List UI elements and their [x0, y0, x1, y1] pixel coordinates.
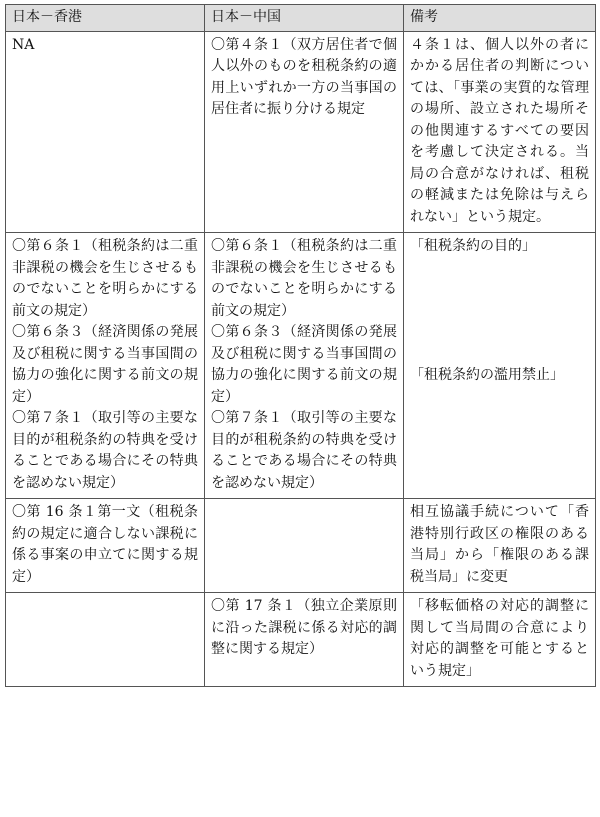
header-remarks: 備考	[404, 5, 596, 32]
comparison-table	[5, 4, 596, 687]
remark-text: 「租税条約の濫用禁止」	[410, 366, 564, 383]
table-row	[6, 31, 596, 233]
remark-text: 「移転価格の対応的調整に関して当局間の合意により対応的調整を可能とするという規定」	[410, 598, 589, 679]
remark-text: ４条１は、個人以外の者にかかる居住者の判断については、「事業の実質的な管理の場所、設立された場所その他関連するすべての要因を考慮して決定される。当局の合意がなければ、租税の軽減または免除は与えられない」という規定。	[410, 36, 589, 225]
cell-china	[205, 233, 404, 499]
cell-remarks	[404, 593, 596, 687]
hongkong-provision: NA	[12, 36, 35, 53]
china-provision: 〇第４条１（双方居住者で個人以外のものを租税条約の適用上いずれか一方の当事国の居住者に振り分ける規定	[211, 36, 397, 117]
cell-hongkong	[6, 31, 205, 233]
china-provision: 〇第６条３（経済関係の発展及び租税に関する当事国間の協力の強化に関する前文の規定）	[211, 324, 397, 405]
cell-hongkong	[6, 233, 205, 499]
cell-remarks	[404, 499, 596, 593]
cell-china	[205, 31, 404, 233]
china-provision: 〇第 17 条１（独立企業原則に沿った課税に係る対応的調整に関する規定）	[211, 598, 397, 657]
cell-hongkong	[6, 499, 205, 593]
remark-spacer	[410, 258, 589, 365]
cell-remarks	[404, 233, 596, 499]
remark-text: 「租税条約の目的」	[410, 238, 536, 254]
cell-hongkong	[6, 593, 205, 687]
table-row	[6, 593, 596, 687]
hongkong-provision: 〇第７条１（取引等の主要な目的が租税条約の特典を受けることである場合にその特典を認めない規定）	[12, 410, 198, 491]
hongkong-provision: 〇第６条１（租税条約は二重非課税の機会を生じさせるものでないことを明らかにする前文の規定）	[12, 238, 198, 319]
header-japan-china: 日本－中国	[205, 5, 404, 32]
cell-china	[205, 593, 404, 687]
hongkong-provision: 〇第 16 条１第一文（租税条約の規定に適合しない課税に係る事案の申立てに関する規定）	[12, 504, 198, 585]
remark-text: 相互協議手続について「香港特別行政区の権限のある当局」から「権限のある課税当局」に変更	[410, 504, 589, 585]
china-provision: 〇第７条１（取引等の主要な目的が租税条約の特典を受けることである場合にその特典を認めない規定）	[211, 410, 397, 491]
table-row	[6, 233, 596, 499]
china-provision: 〇第６条１（租税条約は二重非課税の機会を生じさせるものでないことを明らかにする前文の規定）	[211, 238, 397, 319]
hongkong-provision: 〇第６条３（経済関係の発展及び租税に関する当事国間の協力の強化に関する前文の規定）	[12, 324, 198, 405]
header-japan-hongkong: 日本－香港	[6, 5, 205, 32]
cell-remarks	[404, 31, 596, 233]
cell-china	[205, 499, 404, 593]
header-row	[6, 5, 596, 32]
table-row	[6, 499, 596, 593]
